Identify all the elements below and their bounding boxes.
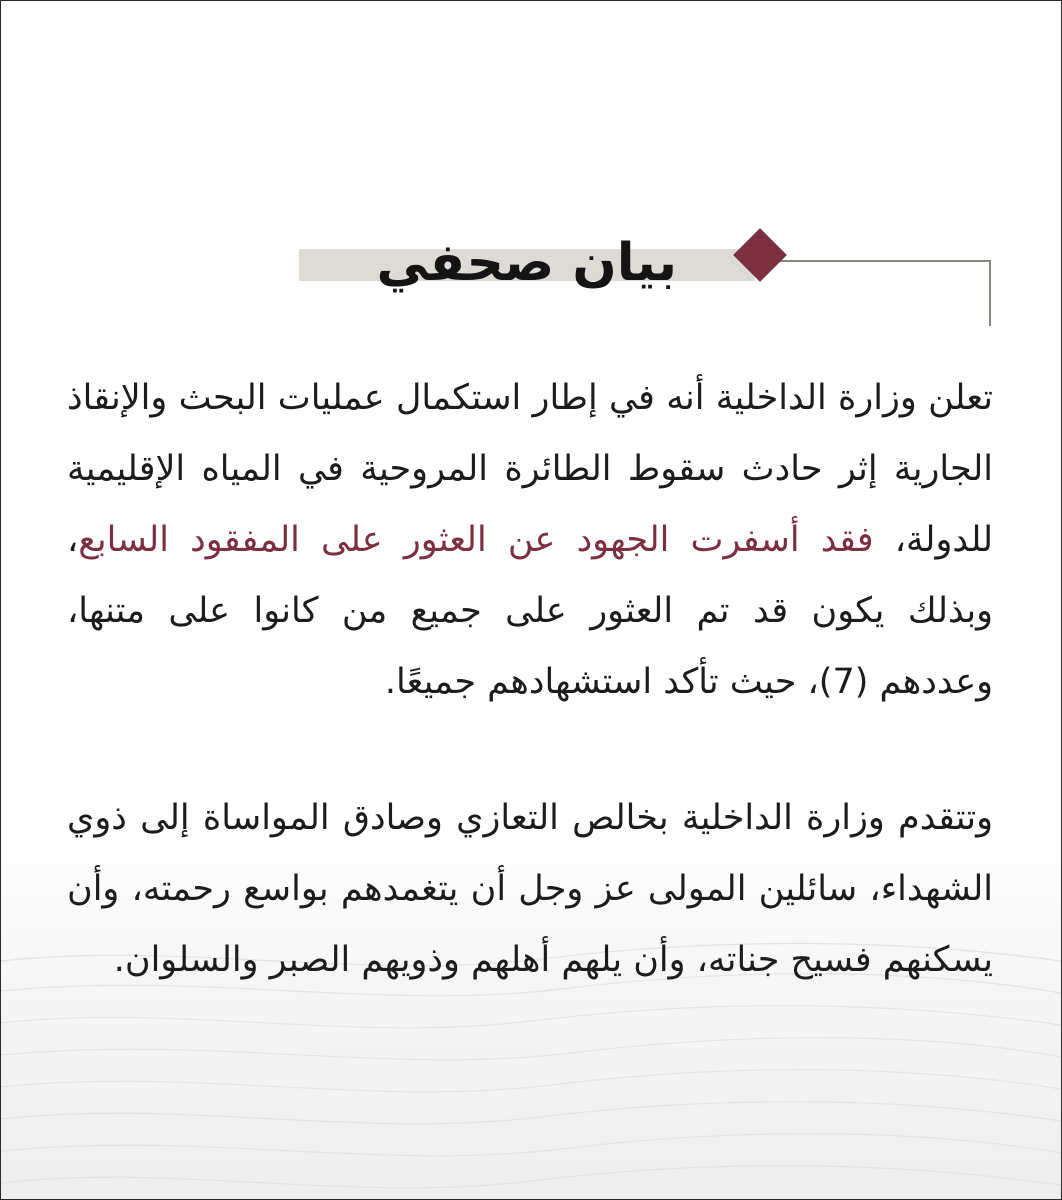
page-title: بيان صحفي: [376, 233, 677, 293]
title-accent-line-vertical: [989, 260, 991, 326]
paragraph-1-highlight: فقد أسفرت الجهود عن العثور على المفقود السابع: [78, 520, 874, 560]
paragraph-1-intro: تعلن وزارة الداخلية أنه في إطار استكمال عمليات البحث والإنقاذ الجارية إثر حادث سقوط الطائرة المروحية في المياه الإقليمية للدولة،: [67, 378, 993, 560]
body-paragraph-2: وتتقدم وزارة الداخلية بخالص التعازي وصادق المواساة إلى ذوي الشهداء، سائلين المولى عز وجل أن يتغمدهم بواسع رحمته، وأن يسكنهم فسيح جناته، وأن يلهم أهلهم وذويهم الصبر والسلوان.: [67, 798, 993, 980]
paragraph-1-rest: ، وبذلك يكون قد تم العثور على جميع من كانوا على متنها، وعددهم (7)، حيث تأكد استشهادهم جميعًا.: [67, 520, 993, 702]
title-accent-line: [773, 260, 991, 262]
body-paragraph-1: [67, 363, 993, 718]
